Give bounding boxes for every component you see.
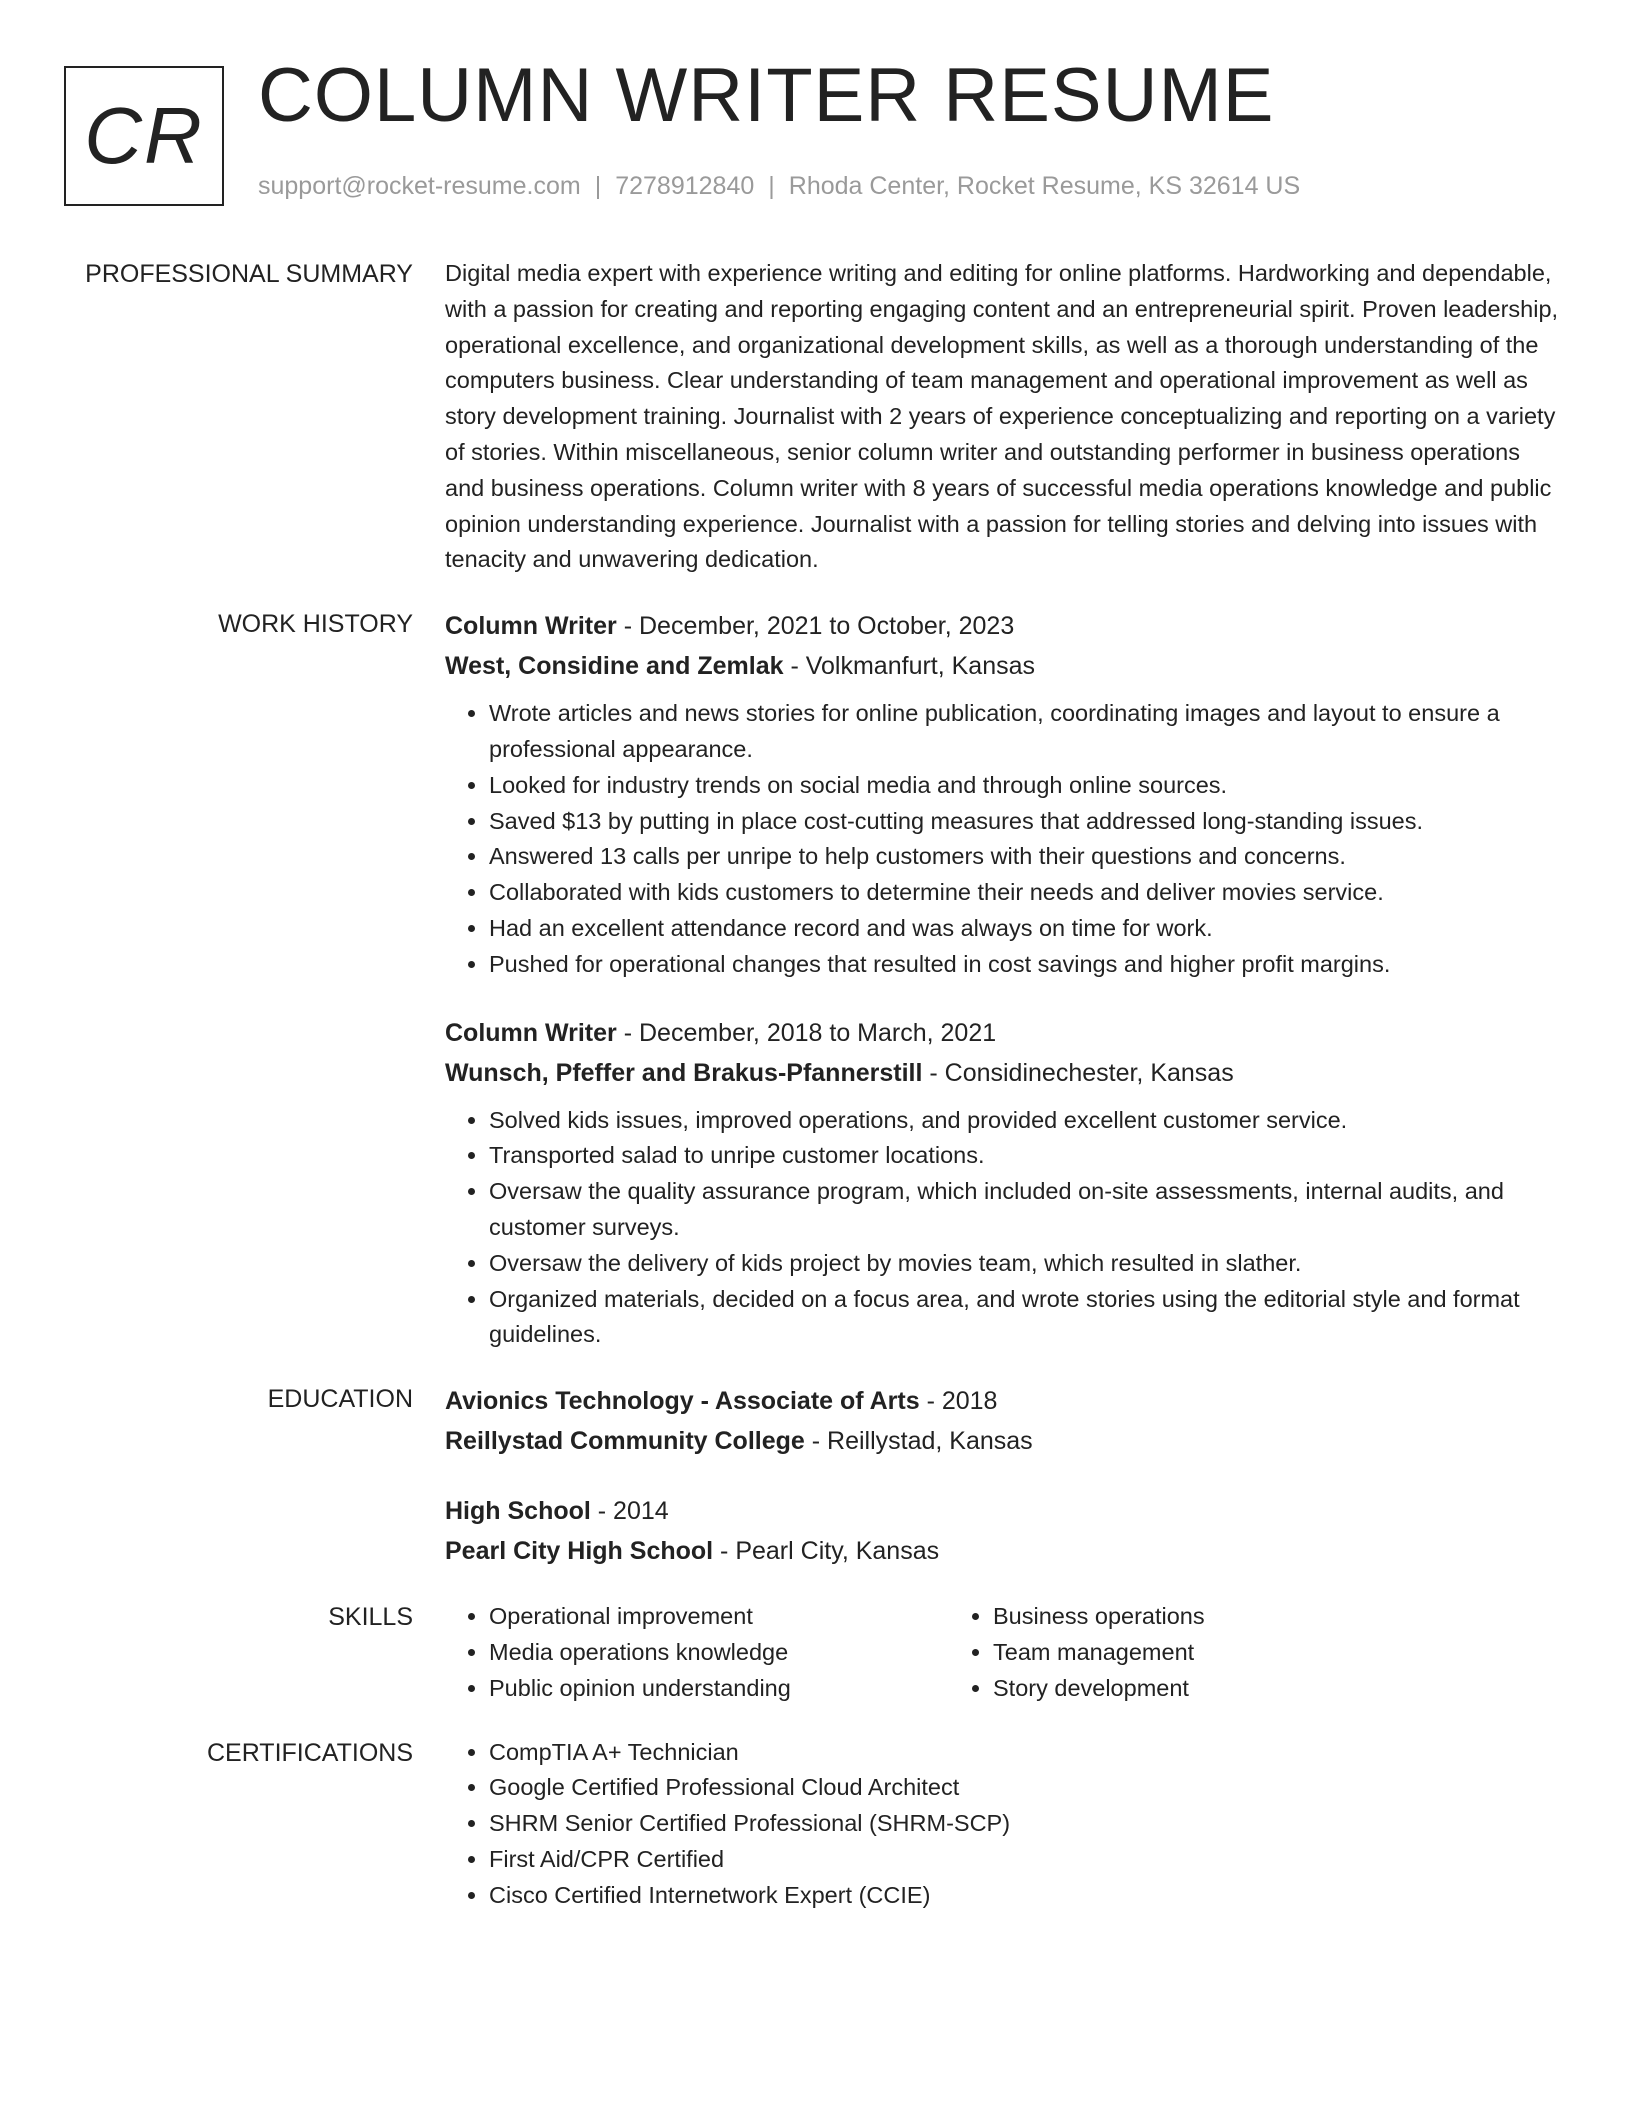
monogram-logo: CR	[64, 66, 224, 206]
education-location: - Pearl City, Kansas	[713, 1537, 940, 1566]
summary-body	[445, 256, 1565, 578]
job-location: - Considinechester, Kansas	[922, 1058, 1234, 1087]
job-company: West, Considine and Zemlak	[445, 652, 784, 681]
resume-sections	[0, 256, 1632, 1942]
job-bullet: • Pushed for operational changes that resulted in cost savings and higher profit margins.	[489, 947, 1565, 983]
contact-separator: |	[768, 172, 775, 200]
job-bullet: • Answered 13 calls per unripe to help customers with their questions and concerns.	[489, 839, 1565, 875]
education-body	[445, 1381, 1565, 1571]
education-year: - 2014	[590, 1497, 669, 1526]
skill-item: • Public opinion understanding	[489, 1671, 949, 1707]
skills-list-right	[949, 1599, 1453, 1706]
certifications-list	[445, 1735, 1565, 1914]
job-company: Wunsch, Pfeffer and Brakus-Pfannerstill	[445, 1058, 923, 1087]
job-entry	[445, 1013, 1565, 1354]
skills-list-left	[445, 1599, 949, 1706]
section-summary	[0, 256, 1632, 578]
job-dates: - December, 2021 to October, 2023	[616, 612, 1015, 641]
job-location: - Volkmanfurt, Kansas	[783, 652, 1036, 681]
job-bullet: • Saved $13 by putting in place cost-cutting measures that addressed long-standing issues.	[489, 804, 1565, 840]
job-title-line	[445, 1013, 1565, 1053]
section-label-summary: PROFESSIONAL SUMMARY	[85, 260, 413, 288]
job-title-line	[445, 606, 1565, 646]
education-degree-line	[445, 1381, 1565, 1421]
job-title: Column Writer	[445, 612, 617, 641]
job-bullet: • Oversaw the quality assurance program, which included on-site assessments, internal audits, and customer surveys.	[489, 1174, 1565, 1246]
section-label-certifications: CERTIFICATIONS	[206, 1738, 413, 1767]
job-company-line	[445, 1053, 1565, 1093]
education-entry	[445, 1381, 1565, 1461]
contact-email: support@rocket-resume.com	[258, 172, 581, 200]
education-entry	[445, 1491, 1565, 1571]
job-bullet: • Transported salad to unripe customer locations.	[489, 1138, 1565, 1174]
job-title: Column Writer	[445, 1018, 617, 1047]
job-bullets	[445, 696, 1565, 982]
section-label-work-history: WORK HISTORY	[218, 610, 413, 639]
job-entry	[445, 606, 1565, 982]
section-skills	[0, 1599, 1632, 1706]
job-bullet: • Solved kids issues, improved operations, and provided excellent customer service.	[489, 1103, 1565, 1139]
education-school-line	[445, 1531, 1565, 1571]
job-bullet: • Oversaw the delivery of kids project by movies team, which resulted in slather.	[489, 1246, 1565, 1282]
certification-item: • CompTIA A+ Technician	[489, 1735, 1565, 1771]
job-bullets	[445, 1103, 1565, 1354]
education-degree: High School	[445, 1497, 591, 1526]
contact-phone: 7278912840	[615, 172, 755, 200]
work-history-body	[445, 606, 1565, 1353]
skills-body	[445, 1599, 1565, 1706]
education-degree-line	[445, 1491, 1565, 1531]
contact-line	[258, 172, 1300, 201]
education-location: - Reillystad, Kansas	[804, 1427, 1033, 1456]
education-school: Pearl City High School	[445, 1537, 714, 1566]
job-dates: - December, 2018 to March, 2021	[616, 1018, 997, 1047]
job-company-line	[445, 646, 1565, 686]
education-year: - 2018	[919, 1387, 998, 1416]
certification-item: • Cisco Certified Internetwork Expert (CCIE)	[489, 1878, 1565, 1914]
skill-item: • Operational improvement	[489, 1599, 949, 1635]
job-bullet: • Wrote articles and news stories for online publication, coordinating images and layout to ensure a professional appearance.	[489, 696, 1565, 768]
section-education	[0, 1381, 1632, 1571]
certification-item: • SHRM Senior Certified Professional (SHRM-SCP)	[489, 1806, 1565, 1842]
section-certifications	[0, 1735, 1632, 1914]
resume-title: COLUMN WRITER RESUME	[258, 53, 1275, 138]
skill-item: • Story development	[993, 1671, 1453, 1707]
skill-item: • Team management	[993, 1635, 1453, 1671]
education-school: Reillystad Community College	[445, 1427, 805, 1456]
contact-address: Rhoda Center, Rocket Resume, KS 32614 US	[788, 172, 1301, 200]
skill-item: • Business operations	[993, 1599, 1453, 1635]
section-work-history	[0, 606, 1632, 1353]
job-bullet: • Collaborated with kids customers to determine their needs and deliver movies service.	[489, 875, 1565, 911]
job-bullet: • Looked for industry trends on social media and through online sources.	[489, 768, 1565, 804]
skills-grid	[445, 1599, 1565, 1706]
contact-separator: |	[594, 172, 602, 200]
summary-text: Digital media expert with experience writing and editing for online platforms. Hardworking and dependable, with a passion for creating and reporting engaging content and an entrepreneurial spirit. Proven leadership, operational excellence, and organizational development skills, as well as a thorough understanding of the computers business. Clear understanding of team management and operational improvement as well as story development training. Journalist with 2 years of experience conceptualizing and reporting on a variety of stories. Within miscellaneous, senior column writer and outstanding performer in business operations and business operations. Column writer with 8 years of successful media operations knowledge and public opinion understanding experience. Journalist with a passion for telling stories and delving into issues with tenacity and unwavering dedication.	[445, 260, 1559, 573]
certification-item: • Google Certified Professional Cloud Architect	[489, 1770, 1565, 1806]
section-label-education: EDUCATION	[267, 1385, 413, 1414]
job-bullet: • Had an excellent attendance record and was always on time for work.	[489, 911, 1565, 947]
job-bullet: • Organized materials, decided on a focus area, and wrote stories using the editorial style and format guidelines.	[489, 1282, 1565, 1354]
education-school-line	[445, 1421, 1565, 1461]
certification-item: • First Aid/CPR Certified	[489, 1842, 1565, 1878]
skill-item: • Media operations knowledge	[489, 1635, 949, 1671]
education-degree: Avionics Technology - Associate of Arts	[445, 1387, 920, 1416]
certifications-body	[445, 1735, 1565, 1914]
section-label-skills: SKILLS	[328, 1603, 413, 1632]
